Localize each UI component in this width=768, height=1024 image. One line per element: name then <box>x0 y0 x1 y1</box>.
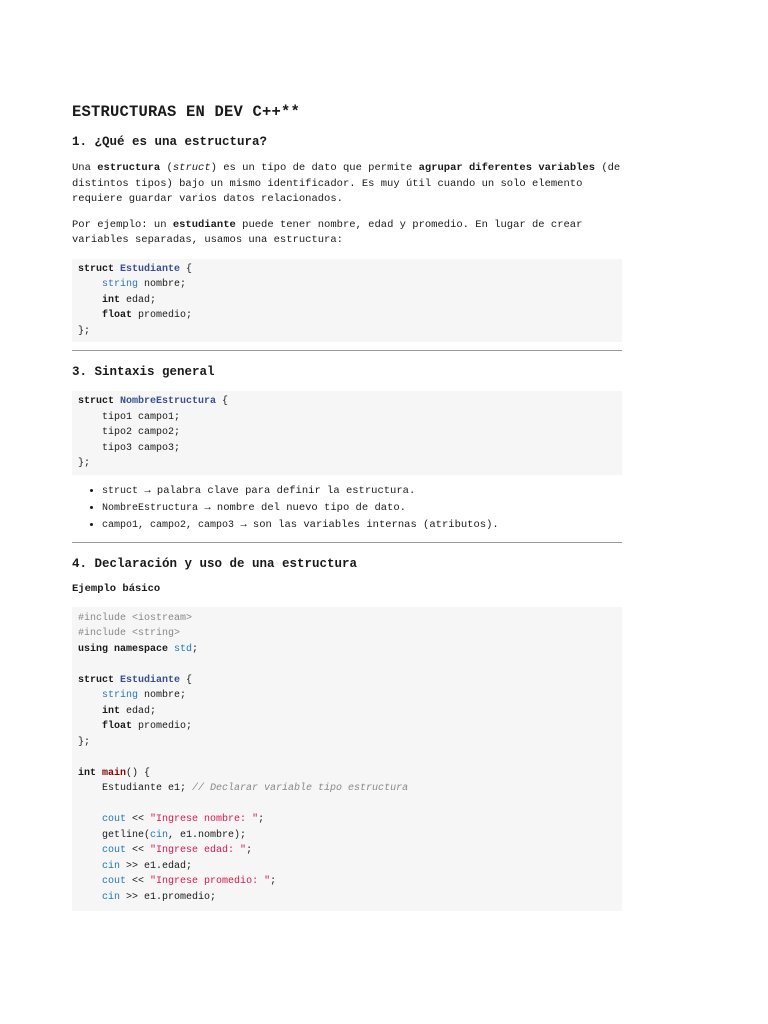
code-block-basic-example: #include <iostream> #include <string> using namespace std; struct Estudiante { string nombre; int edad; float promedio; }; int main() { Estudiante e1; // Declarar variable tipo estructura cout << "Ingrese nombre: "; getline(cin, e1.nombre); cout << "Ingrese edad: "; cin >> e1.edad; cout << "Ingrese promedio: "; cin >> e1.promedio; <box>72 607 622 912</box>
divider <box>72 350 622 351</box>
list-item: • struct → palabra clave para definir la estructura. <box>102 483 622 500</box>
section-4-subheading: Ejemplo básico <box>72 582 161 595</box>
divider <box>72 542 622 543</box>
list-item: • NombreEstructura → nombre del nuevo tipo de dato. <box>102 500 622 517</box>
section-3-heading: 3. Sintaxis general <box>72 365 215 379</box>
section-4-heading: 4. Declaración y uso de una estructura <box>72 556 358 571</box>
page-title: ESTRUCTURAS EN DEV C++** <box>72 103 301 121</box>
list-item: • campo1, campo2, campo3 → son las variables internas (atributos). <box>102 517 622 534</box>
syntax-bullet-list <box>72 483 622 534</box>
code-block-syntax: struct NombreEstructura { tipo1 campo1; tipo2 campo2; tipo3 campo3; }; <box>72 391 622 475</box>
section-1-paragraph-2: Por ejemplo: un estudiante puede tener nombre, edad y promedio. En lugar de crear variables separadas, usamos una estructura: <box>72 218 583 246</box>
section-1-heading: 1. ¿Qué es una estructura? <box>72 135 268 149</box>
section-1-paragraph-1: Una estructura (struct) es un tipo de dato que permite agrupar diferentes variables (de distintos tipos) bajo un mismo identificador. Es muy útil cuando un solo elemento requiere guardar varios datos relacionados. <box>72 162 621 205</box>
code-block-struct-estudiante: struct Estudiante { string nombre; int edad; float promedio; }; <box>72 259 622 343</box>
document-page <box>72 103 622 919</box>
